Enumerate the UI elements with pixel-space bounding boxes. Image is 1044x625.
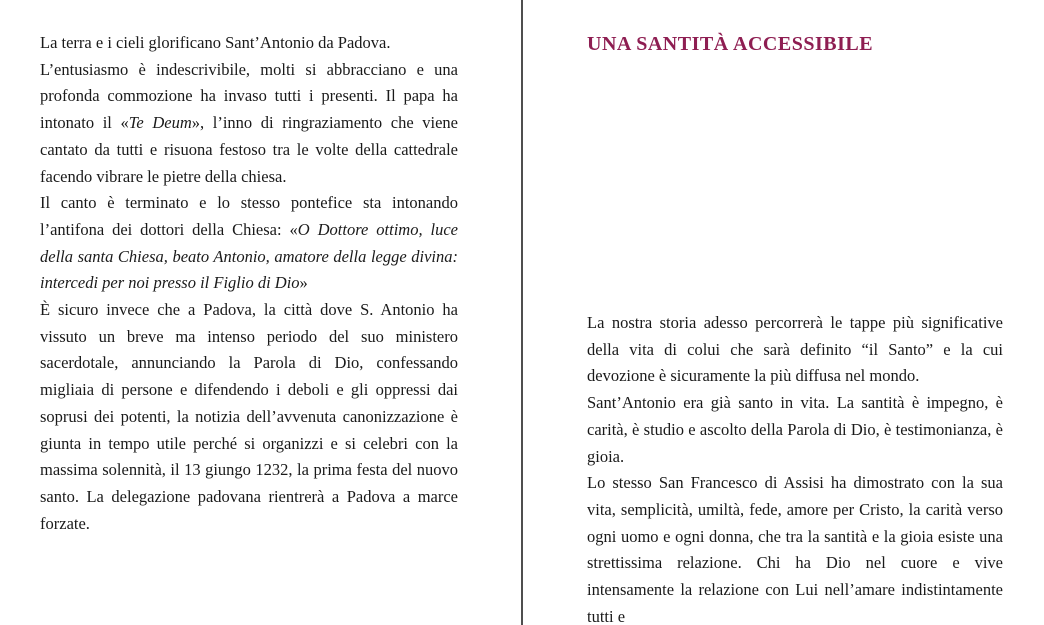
paragraph [587,390,1003,470]
text-segment: L’entusiasmo è indescrivibile, molti si abbracciano e una profonda commozione ha invaso tutti i presenti. Il papa ha intonato il « [40,59,458,133]
italic-text-segment: Te Deum [128,113,192,133]
paragraph [40,57,458,191]
text-segment: Il canto è terminato e lo stesso pontefice sta intonando l’antifona dei dottori della Chiesa: « [40,193,458,239]
right-page [523,0,1044,625]
paragraph [587,310,1003,390]
paragraph [40,30,458,57]
italic-text-segment: O Dottore ottimo, luce della santa Chiesa, beato Antonio, amatore della legge divina: intercedi per noi presso il Figlio di Dio [40,219,458,293]
left-page-text [40,30,458,537]
right-page-text [587,310,1003,625]
text-segment: La nostra storia adesso percorrerà le tappe più significative della vita di colui che sarà definito “il Santo” e la cui devozione è sicuramente la più diffusa nel mondo. [587,313,1003,386]
text-segment: È sicuro invece che a Padova, la città dove S. Antonio ha vissuto un breve ma intenso periodo del suo ministero sacerdotale, annunciando la Parola di Dio, confessando migliaia di persone e difendendo i deboli e gli oppressi dai soprusi dei potenti, la notizia dell’avvenuta canonizzazione è giunta in tempo utile perché si organizzi e si celebri con la massima solennità, il 13 giungo 1232, la prima festa del nuovo santo. La delegazione padovana rientrerà a Padova a marce forzate. [40,300,458,533]
left-page [0,0,521,625]
text-segment: Lo stesso San Francesco di Assisi ha dimostrato con la sua vita, semplicità, umiltà, fede, amore per Cristo, la carità verso ogni uomo e ogni donna, che tra la santità e la gioia esiste una strettissima relazione. Chi ha Dio nel cuore e vive intensamente la relazione con Lui nell’amare indistintamente tutti e [587,473,1003,625]
paragraph [587,470,1003,625]
text-segment: Sant’Antonio era già santo in vita. La santità è impegno, è carità, è studio e ascolto della Parola di Dio, è testimonianza, è gioia. [587,393,1003,466]
text-segment: » [299,273,308,293]
paragraph [40,297,458,537]
text-segment: », l’inno di ringraziamento che viene cantato da tutti e risuona festoso tra le volte della cattedrale facendo vibrare le pietre della chiesa. [40,113,459,186]
text-segment: La terra e i cieli glorificano Sant’Antonio da Padova. [40,33,391,52]
chapter-title: UNA SANTITÀ ACCESSIBILE [587,33,874,55]
paragraph [40,190,458,297]
